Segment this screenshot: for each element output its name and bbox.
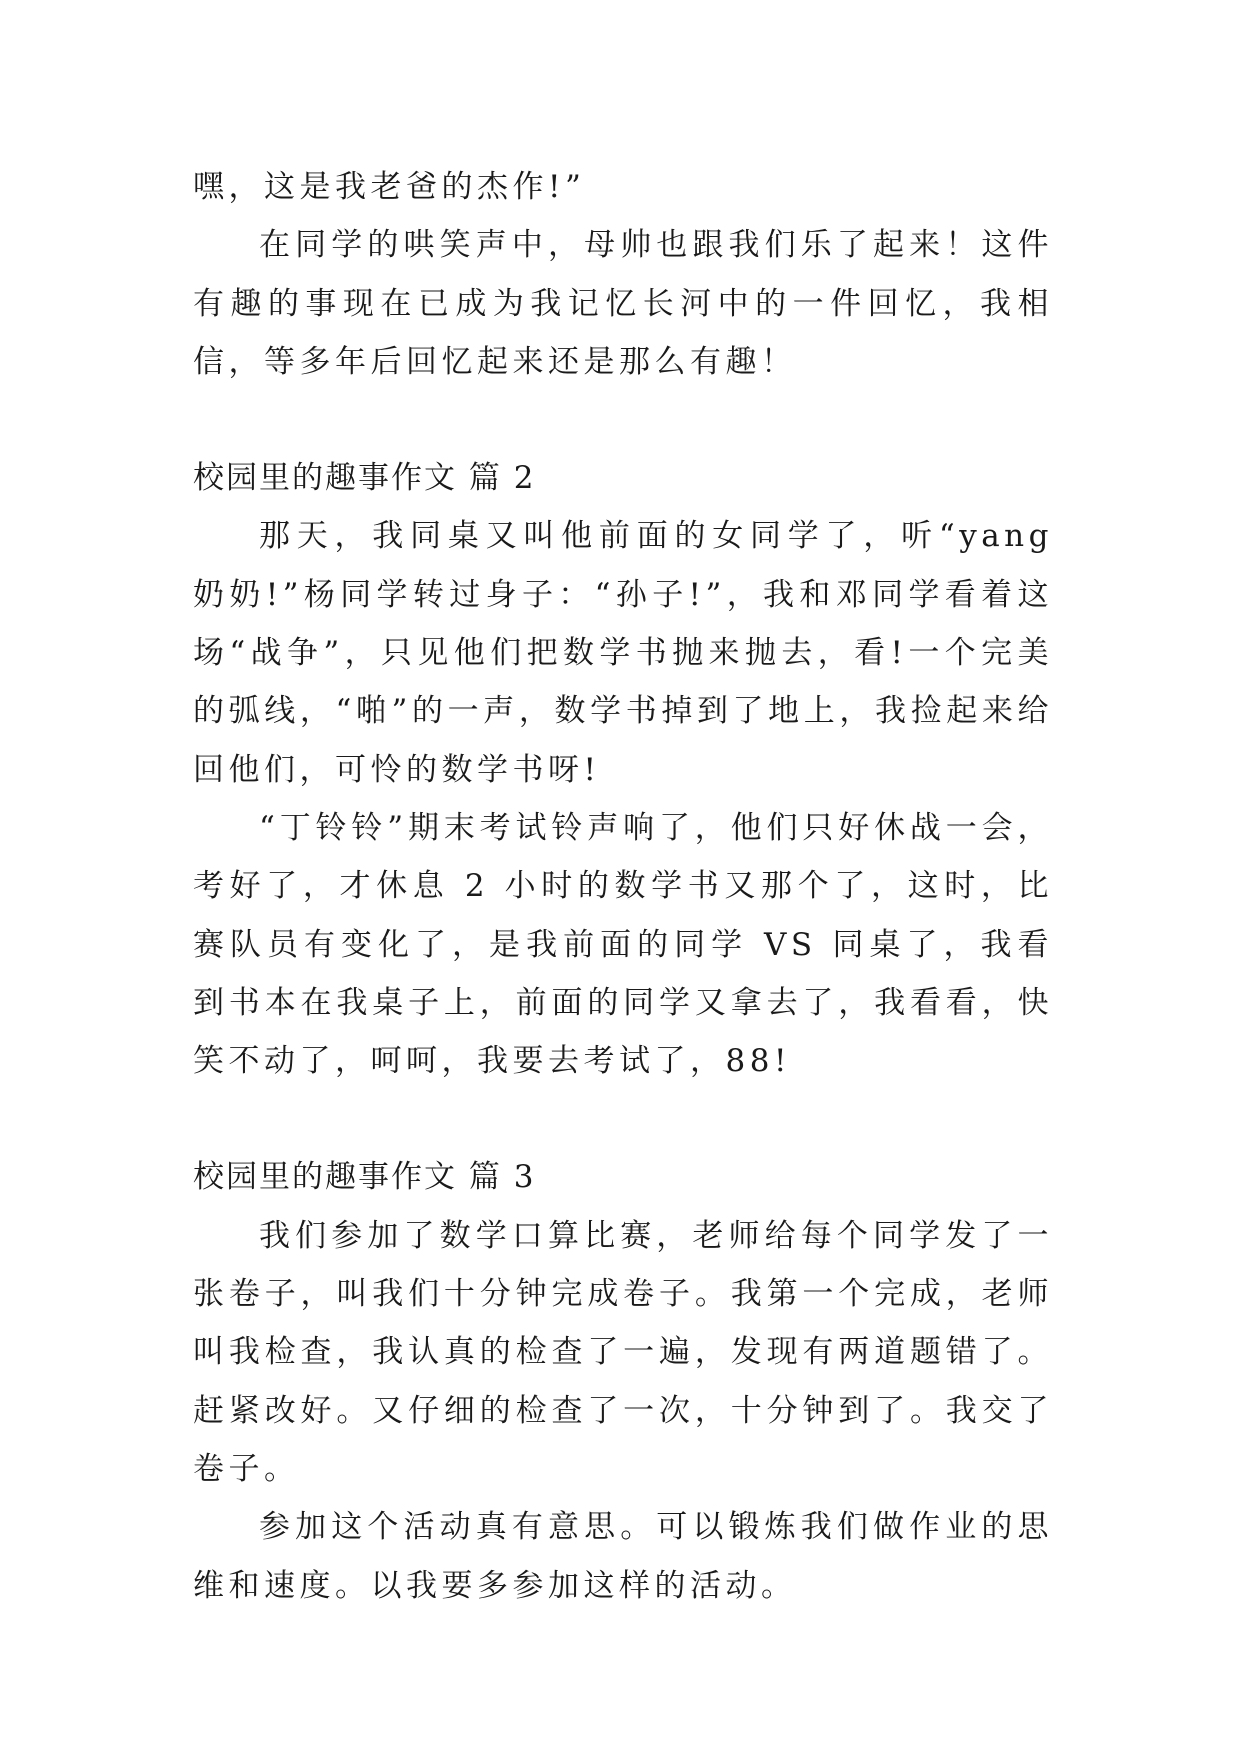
- section-gap: [193, 1090, 1053, 1148]
- document-body: [193, 158, 1053, 1615]
- paragraph: 我们参加了数学口算比赛，老师给每个同学发了一张卷子，叫我们十分钟完成卷子。我第一个完成，老师叫我检查，我认真的检查了一遍，发现有两道题错了。赶紧改好。又仔细的检查了一次，十分钟到了。我交了卷子。: [193, 1217, 1053, 1487]
- section-heading: 校园里的趣事作文 篇 3: [193, 1159, 536, 1196]
- paragraph: 那天，我同桌又叫他前面的女同学了，听“yang 奶奶!”杨同学转过身子：“孙子!”，我和邓同学看着这场“战争”，只见他们把数学书抛来抛去，看!一个完美的弧线，“啪”的一声，数学书掉到了地上，我捡起来给回他们，可怜的数学书呀!: [193, 518, 1053, 788]
- section-gap: [193, 391, 1053, 449]
- section-heading: 校园里的趣事作文 篇 2: [193, 460, 536, 497]
- paragraph: 嘿，这是我老爸的杰作!”: [193, 169, 586, 205]
- paragraph: 参加这个活动真有意思。可以锻炼我们做作业的思维和速度。以我要多参加这样的活动。: [193, 1509, 1053, 1604]
- paragraph: 在同学的哄笑声中，母帅也跟我们乐了起来！这件有趣的事现在已成为我记忆长河中的一件回忆，我相信，等多年后回忆起来还是那么有趣！: [193, 227, 1053, 380]
- paragraph: “丁铃铃”期末考试铃声响了，他们只好休战一会，考好了，才休息 2 小时的数学书又那个了，这时，比赛队员有变化了，是我前面的同学 VS 同桌了，我看到书本在我桌子上，前面的同学又拿去了，我看看，快笑不动了，呵呵，我要去考试了，88!: [193, 809, 1053, 1080]
